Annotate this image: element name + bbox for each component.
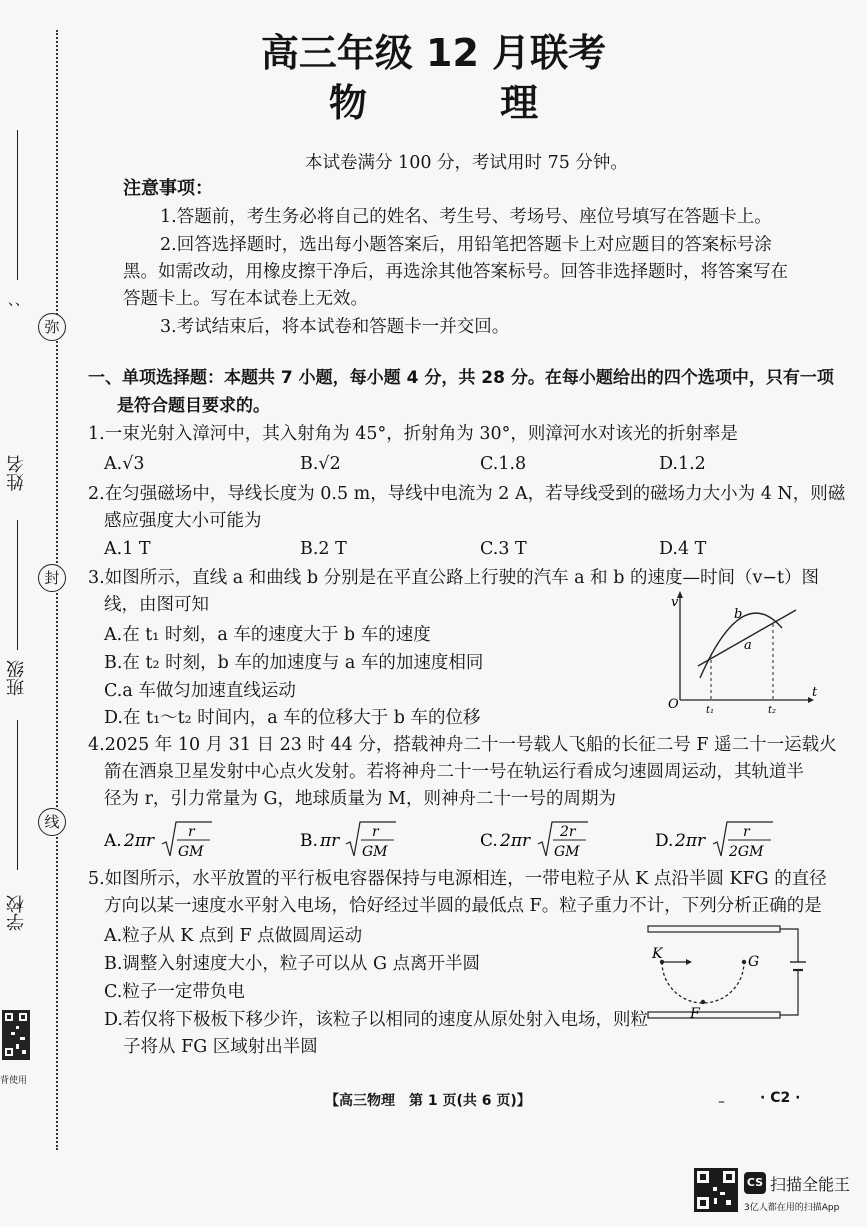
note-line-1: 1.答题前，考生务必将自己的姓名、考生号、考场号、座位号填写在答题卡上。 xyxy=(160,207,772,227)
subject-title: 物 理 xyxy=(328,81,599,125)
point-f-label: F xyxy=(690,1006,700,1022)
line-a-label: a xyxy=(744,638,752,653)
svg-text:2πr: 2πr xyxy=(124,831,155,851)
svg-text:2πr: 2πr xyxy=(675,831,706,851)
q4-stem-1: 4.2025 年 10 月 31 日 23 时 44 分，搭载神舟二十一号载人飞船的长征二号 F 遥二十一运载火 xyxy=(88,735,837,755)
seal-feng: 封 xyxy=(38,564,66,592)
q2-option-c: C.3 T xyxy=(480,539,527,559)
school-label: 学校 xyxy=(6,895,27,931)
svg-text:GM: GM xyxy=(554,844,580,860)
footer-dash: – xyxy=(718,1094,725,1110)
svg-text:r: r xyxy=(372,824,379,840)
q5-option-d: D.若仅将下极板下移少许，该粒子以相同的速度从原处射入电场，则粒 xyxy=(104,1010,648,1030)
name-underline xyxy=(17,130,18,280)
svg-text:GM: GM xyxy=(178,844,204,860)
q3-stem-2: 线，由图可知 xyxy=(104,595,209,615)
svg-text:2r: 2r xyxy=(560,824,576,840)
q4-stem-2: 箭在酒泉卫星发射中心点火发射。若将神舟二十一号在轨运行看成匀速圆周运动，其轨道半 xyxy=(104,762,804,782)
t1-label: t₁ xyxy=(706,705,715,716)
q3-option-b: B.在 t₂ 时刻，b 车的加速度与 a 车的加速度相同 xyxy=(104,653,484,673)
watermark-subtitle: 3亿人都在用的扫描App xyxy=(744,1203,840,1213)
seal-xian: 线 xyxy=(38,808,66,836)
q4-option-a xyxy=(104,818,234,868)
school-underline xyxy=(17,720,18,870)
t2-label: t₂ xyxy=(768,705,777,716)
svg-text:r: r xyxy=(188,824,195,840)
svg-text:B.: B. xyxy=(300,831,318,851)
origin-label: O xyxy=(668,697,679,712)
point-g-label: G xyxy=(748,954,760,970)
note-line-4: 答题卡上。写在本试卷上无效。 xyxy=(123,289,368,309)
q1-option-c: C.1.8 xyxy=(480,454,527,474)
lower-plate xyxy=(648,1012,780,1018)
section-heading: 一、单项选择题：本题共 7 小题，每小题 4 分，共 28 分。在每小题给出的四个选项中，只有一项 xyxy=(88,368,834,388)
svg-text:r: r xyxy=(743,824,750,840)
q2-stem-1: 2.在匀强磁场中，导线长度为 0.5 m，导线中电流为 2 A，若导线受到的磁场力大小为 4 N，则磁 xyxy=(88,484,846,504)
exam-title: 高三年级 12 月联考 xyxy=(260,31,607,75)
q3-option-d: D.在 t₁～t₂ 时间内，a 车的位移大于 b 车的位移 xyxy=(104,708,481,728)
note-line-5: 3.考试结束后，将本试卷和答题卡一并交回。 xyxy=(160,317,510,337)
q2-option-b: B.2 T xyxy=(300,539,347,559)
t-axis-label: t xyxy=(812,685,818,700)
v-axis-label: v xyxy=(671,595,679,610)
svg-text:2πr: 2πr xyxy=(500,831,531,851)
q5-option-b: B.调整入射速度大小，粒子可以从 G 点离开半圆 xyxy=(104,954,481,974)
curve-b-label: b xyxy=(734,607,743,622)
q2-option-a: A.1 T xyxy=(104,539,151,559)
curve-b xyxy=(700,613,782,678)
q3-option-a: A.在 t₁ 时刻，a 车的速度大于 b 车的速度 xyxy=(104,625,431,645)
q2-option-d: D.4 T xyxy=(659,539,707,559)
svg-text:C.: C. xyxy=(480,831,498,851)
note-line-2: 2.回答选择题时，选出每小题答案后，用铅笔把答题卡上对应题目的答案标号涂 xyxy=(160,235,772,255)
q1-option-a: A.√3 xyxy=(104,454,145,474)
margin-qr-code xyxy=(2,1010,32,1070)
watermark-brand: 扫描全能王 xyxy=(770,1175,851,1194)
q1-option-b: B.√2 xyxy=(300,454,341,474)
note-line-3: 黑。如需改动，用橡皮擦干净后，再选涂其他答案标号。回答非选择题时，将答案写在 xyxy=(123,262,788,282)
point-k-label: K xyxy=(652,946,663,962)
q5-option-c: C.粒子一定带负电 xyxy=(104,982,245,1002)
seal-mi: 弥 xyxy=(38,313,66,341)
q3-stem-1: 3.如图所示，直线 a 和曲线 b 分别是在平直公路上行驶的汽车 a 和 b 的速度—时间（v−t）图 xyxy=(88,568,820,588)
q5-capacitor-diagram xyxy=(640,920,820,1030)
stray-marks: 、、 xyxy=(8,293,29,309)
watermark-qr-code xyxy=(694,1168,738,1212)
q1-option-d: D.1.2 xyxy=(659,454,706,474)
page-footer: 【高三物理 第 1 页(共 6 页)】 xyxy=(325,1093,531,1109)
svg-text:GM: GM xyxy=(362,844,388,860)
q2-stem-2: 感应强度大小可能为 xyxy=(104,511,262,531)
svg-text:2GM: 2GM xyxy=(729,844,764,860)
q4-stem-3: 径为 r，引力常量为 G，地球质量为 M，则神舟二十一号的周期为 xyxy=(104,789,616,809)
svg-text:D.: D. xyxy=(655,831,674,851)
camscanner-logo: CS xyxy=(744,1172,766,1194)
section-heading-cont: 是符合题目要求的。 xyxy=(117,396,270,416)
notes-heading: 注意事项： xyxy=(123,178,213,199)
qr-caption: 背使用 xyxy=(0,1076,28,1086)
class-underline xyxy=(17,520,18,650)
q5-option-d-cont: 子将从 FG 区域射出半圆 xyxy=(123,1037,318,1057)
q4-option-d xyxy=(655,818,795,868)
name-label: 姓名 xyxy=(6,455,27,491)
q5-option-a: A.粒子从 K 点到 F 点做圆周运动 xyxy=(104,926,363,946)
upper-plate xyxy=(648,926,780,932)
q3-vt-graph xyxy=(660,588,820,718)
q5-stem-1: 5.如图所示，水平放置的平行板电容器保持与电源相连，一带电粒子从 K 点沿半圆 KFG 的直径 xyxy=(88,869,827,889)
q4-option-b xyxy=(300,818,430,868)
paper-code: · C2 · xyxy=(760,1090,801,1106)
class-label: 班级 xyxy=(6,660,27,696)
svg-text:πr: πr xyxy=(320,831,340,851)
exam-info: 本试卷满分 100 分，考试用时 75 分钟。 xyxy=(305,153,628,173)
q5-stem-2: 方向以某一速度水平射入电场，恰好经过半圆的最低点 F。粒子重力不计，下列分析正确的是 xyxy=(104,896,822,916)
q4-option-c xyxy=(480,818,610,868)
q3-option-c: C.a 车做匀加速直线运动 xyxy=(104,681,296,701)
semicircle-kfg xyxy=(662,962,744,1003)
q1-stem: 1.一束光射入漳河中，其入射角为 45°，折射角为 30°，则漳河水对该光的折射率是 xyxy=(88,424,738,444)
svg-text:A.: A. xyxy=(104,831,122,851)
